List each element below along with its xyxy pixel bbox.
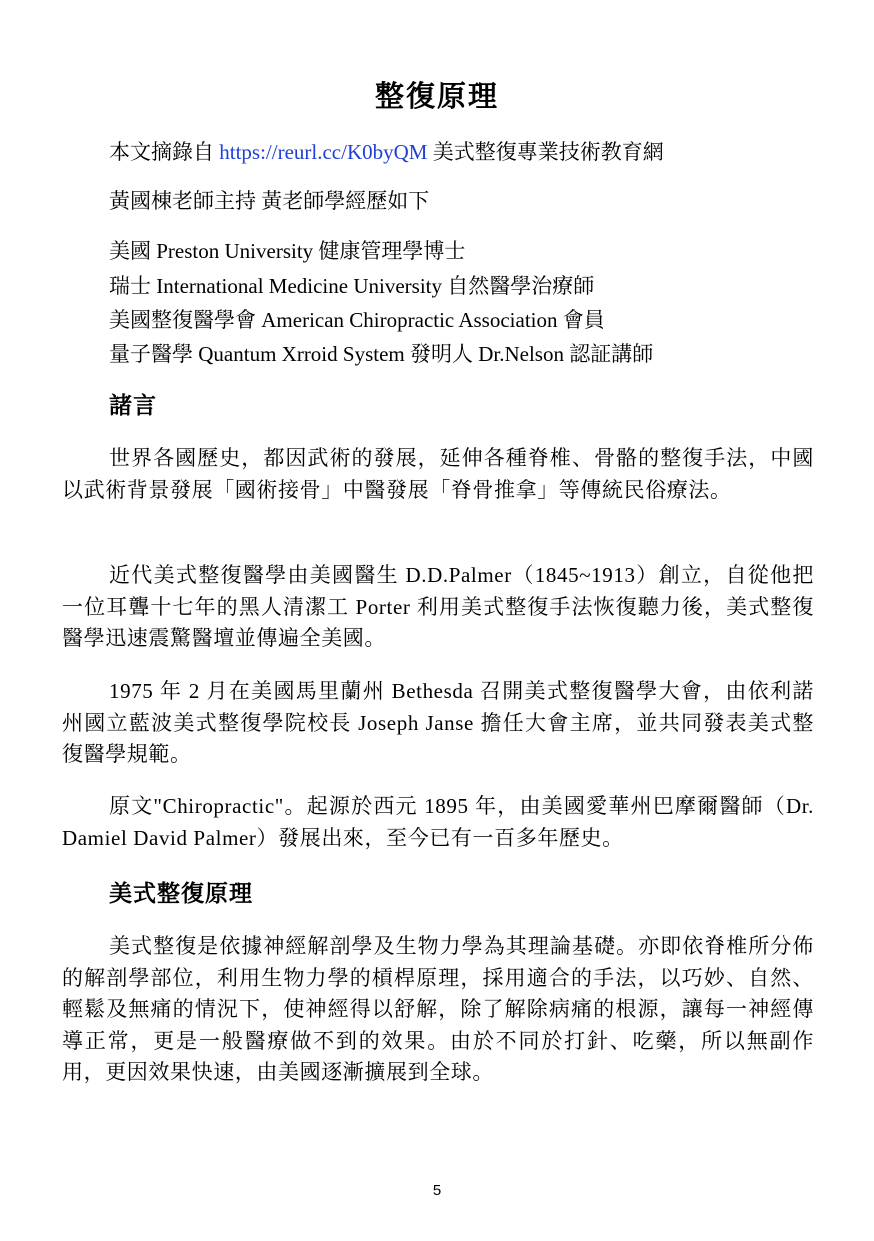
paragraph: 近代美式整復醫學由美國醫生 D.D.Palmer（1845~1913）創立，自從他把一位耳聾十七年的黑人清潔工 Porter 利用美式整復手法恢復聽力後，美式整復醫學迅速震驚醫壇並傳遍全美國。	[62, 563, 814, 650]
paragraph: 世界各國歷史，都因武術的發展，延伸各種脊椎、骨骼的整復手法，中國以武術背景發展「國術接骨」中醫發展「脊骨推拿」等傳統民俗療法。	[62, 446, 814, 502]
credential-line: 美國整復醫學會 American Chiropractic Association 會員	[109, 308, 605, 332]
credential-line: 量子醫學 Quantum Xrroid System 發明人 Dr.Nelson 認証講師	[109, 342, 654, 366]
page-title: 整復原理	[374, 79, 499, 113]
source-suffix: 美式整復專業技術教育網	[432, 140, 664, 164]
host-line: 黃國棟老師主持 黃老師學經歷如下	[109, 189, 430, 213]
source-link[interactable]: https://reurl.cc/K0byQM	[219, 140, 428, 164]
paragraph: 1975 年 2 月在美國馬里蘭州 Bethesda 召開美式整復醫學大會，由依利諾州國立藍波美式整復學院校長 Joseph Janse 擔任大會主席，並共同發表美式整復醫學規範。	[62, 679, 814, 766]
paragraph: 原文"Chiropractic"。起源於西元 1895 年，由美國愛華州巴摩爾醫師（Dr. Damiel David Palmer）發展出來，至今已有一百多年歷史。	[62, 794, 814, 850]
source-line	[109, 138, 664, 166]
paragraph: 美式整復是依據神經解剖學及生物力學為其理論基礎。亦即依脊椎所分佈的解剖學部位，利用生物力學的槓桿原理，採用適合的手法，以巧妙、自然、輕鬆及無痛的情況下，使神經得以舒解，除了解除病痛的根源，讓每一神經傳導正常，更是一般醫療做不到的效果。由於不同於打針、吃藥，所以無副作用，更因效果快速，由美國逐漸擴展到全球。	[62, 934, 814, 1084]
source-prefix: 本文摘錄自	[109, 140, 214, 164]
page-number: 5	[432, 1182, 442, 1199]
section-heading-intro: 諸言	[109, 393, 157, 419]
credential-line: 美國 Preston University 健康管理學博士	[109, 239, 466, 263]
credential-line: 瑞士 International Medicine University 自然醫學治療師	[109, 274, 595, 298]
section-heading-principle: 美式整復原理	[109, 881, 253, 907]
